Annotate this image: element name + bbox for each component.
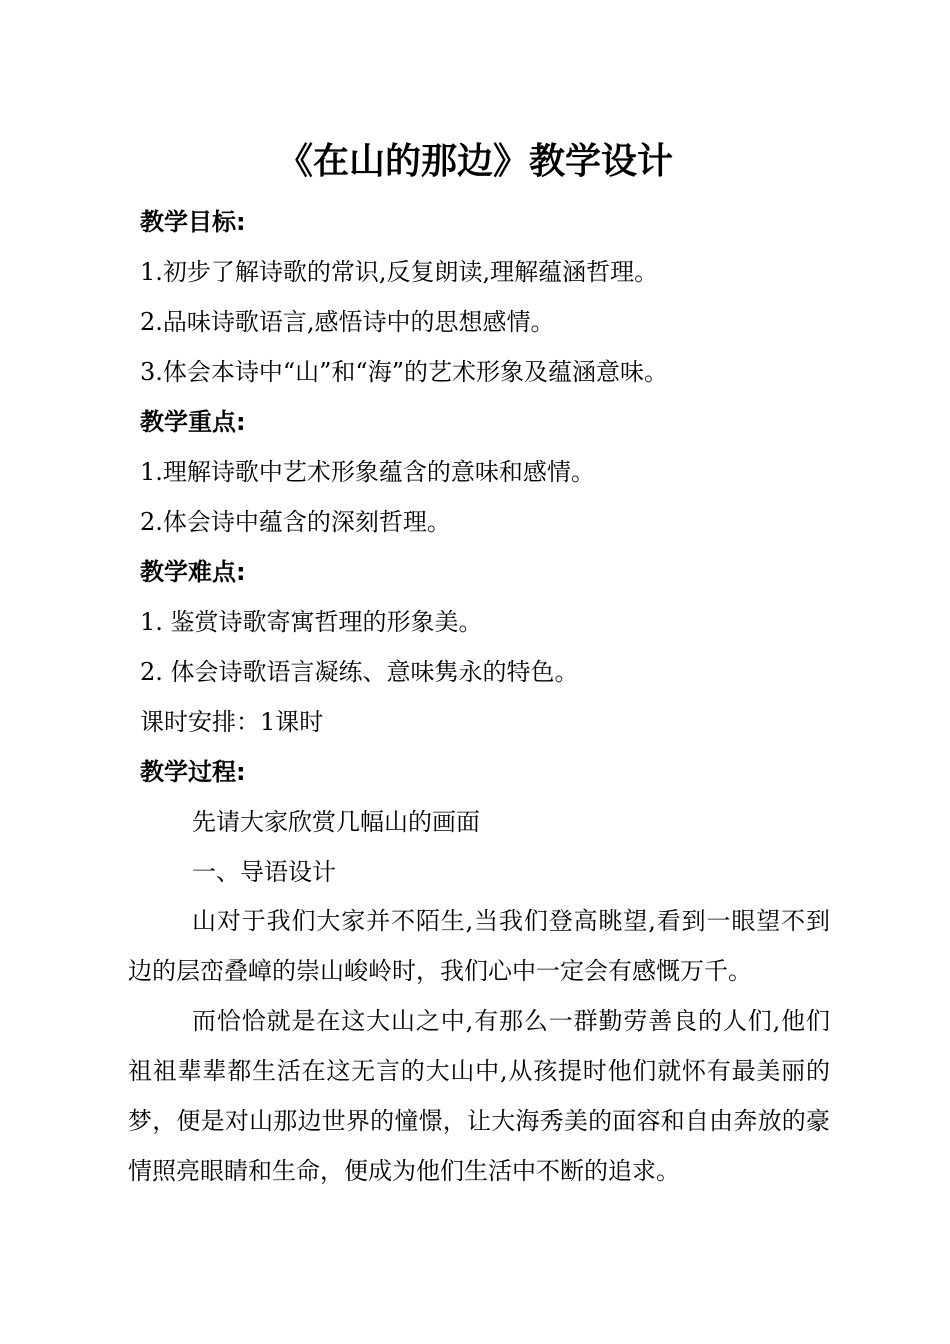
goals-heading: 教学目标: bbox=[140, 208, 246, 236]
difficulty-item: 2. 体会诗歌语言凝练、意味隽永的特色。 bbox=[140, 658, 579, 686]
document-title: 《在山的那边》教学设计 bbox=[276, 141, 673, 182]
keypoint-item: 1.理解诗歌中艺术形象蕴含的意味和感情。 bbox=[140, 458, 595, 486]
process-intro: 先请大家欣赏几幅山的画面 bbox=[192, 808, 480, 836]
keypoints-heading: 教学重点: bbox=[140, 408, 246, 436]
keypoint-item: 2.体会诗中蕴含的深刻哲理。 bbox=[140, 508, 451, 536]
section-heading: 一、导语设计 bbox=[192, 858, 336, 886]
goal-item: 1.初步了解诗歌的常识,反复朗读,理解蕴涵哲理。 bbox=[140, 258, 659, 286]
body-paragraph: 山对于我们大家并不陌生,当我们登高眺望,看到一眼望不到边的层峦叠嶂的崇山峻岭时，我们心中一定会有感慨万千。 bbox=[128, 907, 830, 985]
body-paragraph: 而恰恰就是在这大山之中,有那么一群勤劳善良的人们,他们祖祖辈辈都生活在这无言的大山中,从孩提时他们就怀有最美丽的梦，便是对山那边世界的憧憬，让大海秀美的面容和自由奔放的豪情照亮眼睛和生命，便成为他们生活中不断的追求。 bbox=[128, 1007, 830, 1185]
schedule-line: 课时安排：1课时 bbox=[140, 708, 324, 736]
goal-item: 3.体会本诗中“山”和“海”的艺术形象及蕴涵意味。 bbox=[140, 358, 668, 386]
difficulty-item: 1. 鉴赏诗歌寄寓哲理的形象美。 bbox=[140, 608, 483, 636]
difficulties-heading: 教学难点: bbox=[140, 558, 246, 586]
process-heading: 教学过程: bbox=[140, 758, 246, 786]
goal-item: 2.品味诗歌语言,感悟诗中的思想感情。 bbox=[140, 308, 555, 336]
